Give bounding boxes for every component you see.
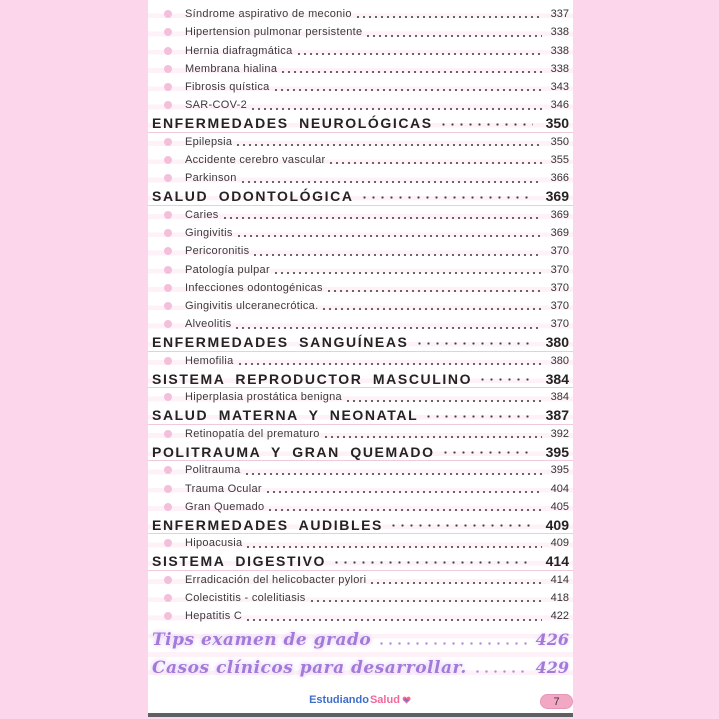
- toc-label: Hepatitis C: [185, 610, 243, 623]
- toc-label: SAR-COV-2: [185, 99, 247, 112]
- stethoscope-heart-icon: [402, 695, 412, 705]
- toc-page-number: 370: [550, 263, 569, 276]
- bullet-icon: [164, 594, 172, 602]
- toc-item-row: [148, 206, 573, 224]
- bullet-icon: [164, 430, 172, 438]
- dot-leader: [265, 480, 542, 498]
- dot-leader: [296, 42, 543, 60]
- dot-leader: [328, 151, 542, 169]
- toc-item-row: [148, 589, 573, 607]
- bullet-icon: [164, 357, 172, 365]
- brand-logo: [309, 694, 412, 706]
- toc-page-number: 429: [535, 658, 569, 677]
- toc-item-row: [148, 461, 573, 479]
- toc-item-row: [148, 96, 573, 114]
- bullet-icon: [164, 229, 172, 237]
- toc-item-row: [148, 388, 573, 406]
- toc-label: Gingivitis: [185, 227, 233, 240]
- bullet-icon: [164, 174, 172, 182]
- toc-section-row: [148, 516, 573, 534]
- toc-page-number: 369: [545, 188, 569, 205]
- dot-leader: [360, 188, 533, 205]
- dot-leader: [332, 553, 533, 570]
- page-number: 7: [553, 695, 560, 708]
- bullet-icon: [164, 28, 172, 36]
- toc-page-number: 369: [550, 227, 569, 240]
- toc-page-number: 414: [550, 573, 569, 586]
- toc-label: POLITRAUMA Y GRAN QUEMADO: [152, 443, 435, 460]
- toc-item-row: [148, 534, 573, 552]
- page-number-badge: [540, 694, 573, 709]
- toc-page-number: 395: [550, 464, 569, 477]
- toc-page-number: 338: [550, 62, 569, 75]
- dot-leader: [252, 242, 542, 260]
- toc-page-number: 380: [550, 354, 569, 367]
- toc-label: SISTEMA DIGESTIVO: [152, 553, 327, 570]
- toc-label: Casos clínicos para desarrollar.: [152, 657, 467, 678]
- dot-leader: [369, 571, 542, 589]
- dot-leader: [273, 78, 542, 96]
- toc-item-row: [148, 133, 573, 151]
- toc-label: ENFERMEDADES AUDIBLES: [152, 516, 383, 533]
- toc-item-row: [148, 60, 573, 78]
- toc-section-row: [148, 370, 573, 388]
- toc-item-row: [148, 297, 573, 315]
- toc-special-row: [148, 626, 573, 654]
- toc-special-row: [148, 654, 573, 682]
- bullet-icon: [164, 466, 172, 474]
- dot-leader: [389, 516, 533, 533]
- bullet-icon: [164, 211, 172, 219]
- bullet-icon: [164, 247, 172, 255]
- toc-page-number: 350: [545, 115, 569, 132]
- toc-item-row: [148, 169, 573, 187]
- dot-leader: [355, 5, 542, 23]
- dot-leader: [273, 261, 542, 279]
- bullet-icon: [164, 612, 172, 620]
- toc-item-row: [148, 224, 573, 242]
- dot-leader: [424, 407, 533, 424]
- bullet-icon: [164, 539, 172, 547]
- bullet-icon: [164, 302, 172, 310]
- toc-label: Membrana hialina: [185, 62, 278, 75]
- toc-page-number: 426: [535, 630, 569, 649]
- toc-label: Colecistitis - colelitiasis: [185, 592, 306, 605]
- dot-leader: [345, 388, 542, 406]
- toc-item-row: [148, 151, 573, 169]
- toc-label: Patología pulpar: [185, 263, 270, 276]
- toc-page-number: 346: [550, 99, 569, 112]
- toc-label: Politrauma: [185, 464, 241, 477]
- dot-leader: [439, 115, 533, 132]
- toc-item-row: [148, 425, 573, 443]
- brand-word-salud: Salud: [369, 694, 400, 706]
- dot-leader: [365, 23, 542, 41]
- toc-label: SALUD ODONTOLÓGICA: [152, 188, 354, 205]
- toc-page-number: 404: [550, 482, 569, 495]
- toc-label: Hernia diafragmática: [185, 44, 293, 57]
- dot-leader: [478, 370, 533, 387]
- bullet-icon: [164, 10, 172, 18]
- toc-page-number: 370: [550, 281, 569, 294]
- toc-label: SALUD MATERNA Y NEONATAL: [152, 407, 419, 424]
- toc-page-number: 370: [550, 318, 569, 331]
- bullet-icon: [164, 156, 172, 164]
- toc-section-row: [148, 407, 573, 425]
- toc-label: Epilepsia: [185, 135, 233, 148]
- dot-leader: [473, 654, 530, 682]
- brand-word-estudiando: Estudiando: [309, 694, 369, 706]
- dot-leader: [280, 60, 542, 78]
- dot-leader: [321, 297, 542, 315]
- toc-label: Alveolitis: [185, 318, 232, 331]
- toc-label: Síndrome aspirativo de meconio: [185, 8, 352, 21]
- toc-label: SISTEMA REPRODUCTOR MASCULINO: [152, 370, 473, 387]
- toc-label: Caries: [185, 208, 219, 221]
- dot-leader: [244, 461, 542, 479]
- dot-leader: [326, 279, 542, 297]
- toc-label: Fibrosis quística: [185, 81, 270, 94]
- toc-item-row: [148, 480, 573, 498]
- toc-page-number: 384: [550, 391, 569, 404]
- toc-section-row: [148, 553, 573, 571]
- toc-item-row: [148, 78, 573, 96]
- toc-page-number: 355: [550, 154, 569, 167]
- toc-page-number: 409: [550, 537, 569, 550]
- toc-page-number: 392: [550, 427, 569, 440]
- dot-leader: [309, 589, 542, 607]
- bullet-icon: [164, 47, 172, 55]
- bullet-icon: [164, 284, 172, 292]
- toc-page-number: 384: [545, 370, 569, 387]
- toc-section-row: [148, 334, 573, 352]
- toc-label: Trauma Ocular: [185, 482, 262, 495]
- toc-page-number: 380: [545, 334, 569, 351]
- toc-label: Gingivitis ulceranecrótica.: [185, 300, 319, 313]
- toc-page-number: 405: [550, 500, 569, 513]
- dot-leader: [237, 352, 542, 370]
- dot-leader: [267, 498, 542, 516]
- dot-leader: [234, 315, 542, 333]
- dot-leader: [415, 334, 534, 351]
- bullet-icon: [164, 485, 172, 493]
- toc-label: ENFERMEDADES NEUROLÓGICAS: [152, 115, 433, 132]
- dot-leader: [235, 133, 542, 151]
- dot-leader: [245, 534, 542, 552]
- toc-item-row: [148, 352, 573, 370]
- toc-label: Infecciones odontogénicas: [185, 281, 323, 294]
- dot-leader: [441, 443, 533, 460]
- bullet-icon: [164, 101, 172, 109]
- bullet-icon: [164, 266, 172, 274]
- bullet-icon: [164, 393, 172, 401]
- toc-page-number: 338: [550, 26, 569, 39]
- toc-page-number: 370: [550, 300, 569, 313]
- dot-leader: [236, 224, 542, 242]
- dot-leader: [240, 169, 542, 187]
- toc-label: Hemofilia: [185, 354, 234, 367]
- toc-page-number: 414: [545, 553, 569, 570]
- toc-section-row: [148, 115, 573, 133]
- dot-leader: [377, 626, 529, 654]
- bullet-icon: [164, 503, 172, 511]
- toc-page-number: 337: [550, 8, 569, 21]
- bullet-icon: [164, 65, 172, 73]
- bullet-icon: [164, 320, 172, 328]
- toc-label: Erradicación del helicobacter pylori: [185, 573, 367, 586]
- toc-page-number: 370: [550, 245, 569, 258]
- toc-label: Hiperplasia prostática benigna: [185, 391, 342, 404]
- toc-item-row: [148, 242, 573, 260]
- toc-item-row: [148, 498, 573, 516]
- toc-page-number: 338: [550, 44, 569, 57]
- toc-section-row: [148, 188, 573, 206]
- dot-leader: [323, 425, 542, 443]
- toc-item-row: [148, 315, 573, 333]
- bullet-icon: [164, 138, 172, 146]
- toc-page-number: 350: [550, 135, 569, 148]
- toc-page-number: 387: [545, 407, 569, 424]
- toc-page-number: 422: [550, 610, 569, 623]
- bullet-icon: [164, 83, 172, 91]
- toc-item-row: [148, 261, 573, 279]
- dot-leader: [222, 206, 542, 224]
- toc-item-row: [148, 23, 573, 41]
- toc-page-number: 395: [545, 443, 569, 460]
- toc-item-row: [148, 42, 573, 60]
- toc-page-number: 366: [550, 172, 569, 185]
- toc-label: Parkinson: [185, 172, 237, 185]
- toc-page-number: 369: [550, 208, 569, 221]
- toc-label: Tips examen de grado: [152, 629, 372, 650]
- dot-leader: [250, 96, 542, 114]
- toc-label: Pericoronitis: [185, 245, 250, 258]
- toc-label: Gran Quemado: [185, 500, 265, 513]
- toc-item-row: [148, 607, 573, 625]
- page-footer: [148, 693, 573, 710]
- toc-item-row: [148, 5, 573, 23]
- toc-page-number: 409: [545, 516, 569, 533]
- toc-item-row: [148, 571, 573, 589]
- table-of-contents: [148, 0, 573, 682]
- toc-label: Retinopatía del prematuro: [185, 427, 320, 440]
- toc-label: ENFERMEDADES SANGUÍNEAS: [152, 334, 409, 351]
- toc-page-number: 343: [550, 81, 569, 94]
- toc-page: [148, 0, 573, 717]
- toc-item-row: [148, 279, 573, 297]
- bullet-icon: [164, 576, 172, 584]
- toc-label: Hipertension pulmonar persistente: [185, 26, 363, 39]
- dot-leader: [245, 607, 542, 625]
- toc-label: Accidente cerebro vascular: [185, 154, 326, 167]
- toc-section-row: [148, 443, 573, 461]
- toc-page-number: 418: [550, 592, 569, 605]
- toc-label: Hipoacusia: [185, 537, 243, 550]
